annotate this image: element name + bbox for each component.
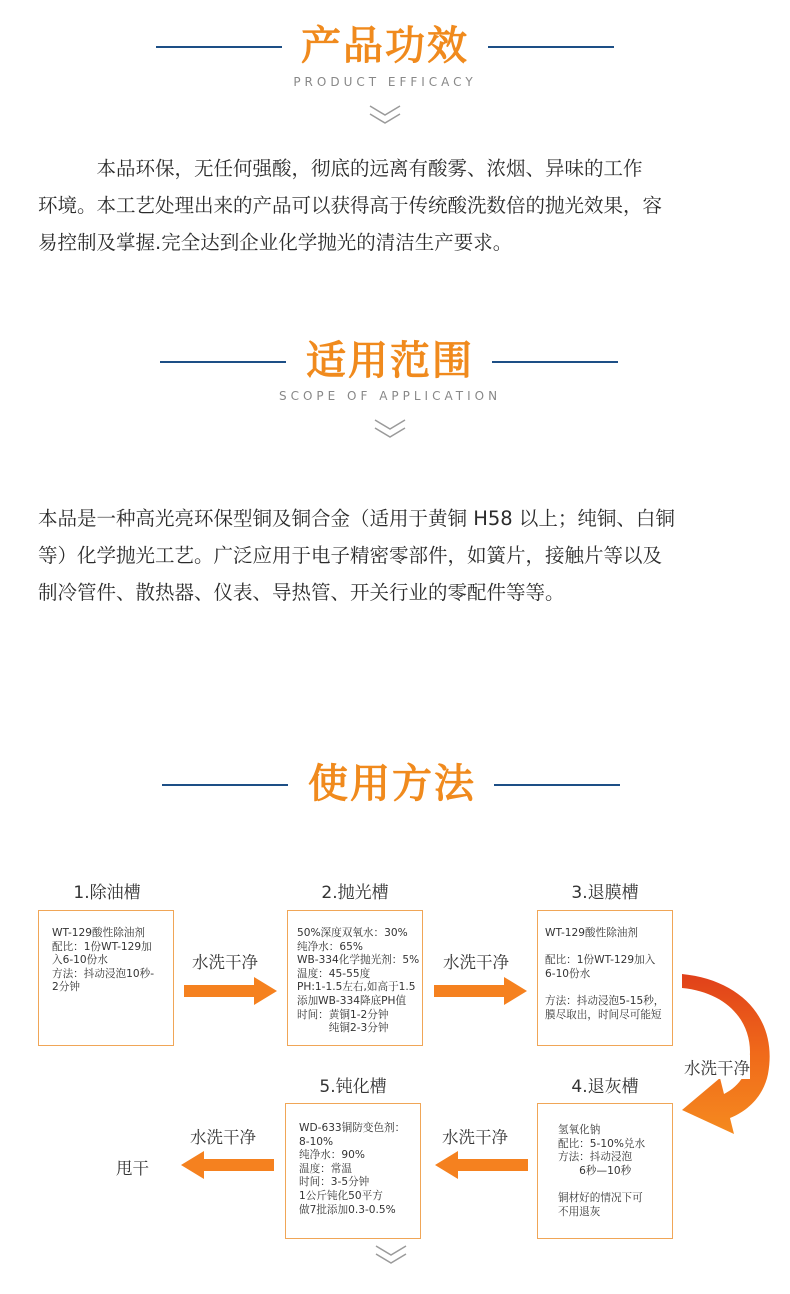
step-4-line: 氢氧化钠: [558, 1124, 601, 1136]
wash-label: 水洗干净: [443, 953, 509, 972]
step-2-line: 温度：45-55度: [297, 967, 371, 980]
step-1-line: 配比：1份WT-129加: [52, 940, 152, 953]
efficacy-subtitle: PRODUCT EFFICACY: [293, 75, 477, 89]
step-2-line: WB-334化学抛光剂：5%: [297, 954, 420, 967]
arrow-right-icon: [434, 976, 528, 1006]
scope-paragraph: [38, 500, 758, 611]
efficacy-title: 产品功效: [301, 23, 469, 69]
usage-rule-right: [494, 784, 620, 786]
step-2-line: 50%深度双氧水：30%: [297, 927, 408, 939]
efficacy-paragraph: [38, 150, 758, 261]
step-2-line: PH:1-1.5左右,如高于1.5: [297, 981, 416, 994]
usage-rule-left: [162, 784, 288, 786]
step-5-line: 1公斤钝化50平方: [299, 1189, 383, 1202]
step-2-label: 2.抛光槽: [321, 883, 389, 903]
step-2-line: 纯净水：65%: [297, 940, 363, 953]
step-5-line: 做7批添加0.3-0.5%: [299, 1203, 396, 1216]
step-1-line: 方法：抖动浸泡10秒-: [52, 967, 155, 980]
step-5-line: WD-633铜防变色剂：: [299, 1122, 406, 1134]
step-1-line: 入6-10份水: [52, 954, 108, 967]
chevron-down-icon: [368, 104, 402, 126]
step-4-line: 6秒—10秒: [558, 1164, 632, 1177]
chevron-down-icon: [374, 1244, 408, 1266]
step-3-line: 膜尽取出，时间尽可能短: [545, 1008, 662, 1021]
efficacy-line: 易控制及掌握.完全达到企业化学抛光的清洁生产要求。: [38, 231, 513, 254]
step-3-line: WT-129酸性除油剂: [545, 927, 638, 939]
step-2-line: 添加WB-334降底PH值: [297, 994, 407, 1007]
step-4-line: 铜材好的情况下可: [558, 1191, 643, 1204]
wash-label: 水洗干净: [684, 1055, 750, 1079]
step-5-line: 8-10%: [299, 1135, 334, 1148]
step-3-line: 6-10份水: [545, 967, 591, 980]
step-1-line: WT-129酸性除油剂: [52, 927, 145, 939]
step-5-line: 时间：3-5分钟: [299, 1176, 370, 1189]
step-1-box: [38, 910, 174, 1046]
usage-title: 使用方法: [308, 761, 476, 807]
wash-label: 水洗干净: [190, 1128, 256, 1147]
step-5-line: 纯净水：90%: [299, 1149, 365, 1162]
step-2-box: [287, 910, 423, 1046]
final-step-label: 甩干: [116, 1159, 149, 1178]
step-4-line: 配比：5-10%兑水: [558, 1137, 646, 1150]
arrow-left-icon: [434, 1150, 528, 1180]
scope-line: 本品是一种高光亮环保型铜及铜合金（适用于黄铜 H58 以上；纯铜、白铜: [38, 507, 675, 530]
step-5-box: [285, 1103, 421, 1239]
arrow-left-icon: [180, 1150, 274, 1180]
step-5-line: 温度：常温: [299, 1162, 352, 1175]
step-3-line: [545, 981, 669, 995]
step-3-line: [545, 941, 669, 955]
scope-rule-right: [492, 361, 618, 363]
scope-line: 等）化学抛光工艺。广泛应用于电子精密零部件，如簧片，接触片等以及: [38, 544, 663, 567]
step-1-label: 1.除油槽: [73, 883, 141, 903]
scope-rule-left: [160, 361, 286, 363]
efficacy-rule-left: [156, 46, 282, 48]
efficacy-rule-right: [488, 46, 614, 48]
step-5-label: 5.钝化槽: [319, 1077, 387, 1097]
efficacy-line: 本品环保，无任何强酸，彻底的远离有酸雾、浓烟、异味的工作: [38, 157, 643, 180]
step-4-line: 方法：抖动浸泡: [558, 1151, 633, 1164]
step-3-line: 配比：1份WT-129加入: [545, 954, 656, 967]
scope-subtitle: SCOPE OF APPLICATION: [278, 389, 502, 403]
step-2-line: 纯铜2-3分钟: [297, 1022, 389, 1035]
chevron-down-icon: [373, 418, 407, 440]
step-4-line: [558, 1178, 662, 1192]
wash-label: 水洗干净: [192, 953, 258, 972]
arrow-right-icon: [184, 976, 278, 1006]
step-3-box: [537, 910, 673, 1046]
wash-label: 水洗干净: [442, 1128, 508, 1147]
step-4-box: [537, 1103, 673, 1239]
efficacy-line: 环境。本工艺处理出来的产品可以获得高于传统酸洗数倍的抛光效果，容: [38, 194, 663, 217]
step-3-line: 方法：抖动浸泡5-15秒，: [545, 994, 665, 1007]
step-3-label: 3.退膜槽: [571, 883, 639, 903]
step-2-line: 时间：黄铜1-2分钟: [297, 1008, 389, 1021]
scope-title: 适用范围: [306, 338, 474, 384]
step-4-label: 4.退灰槽: [571, 1077, 639, 1097]
step-1-line: 2分钟: [52, 981, 80, 994]
step-4-line: 不用退灰: [558, 1205, 601, 1218]
scope-line: 制冷管件、散热器、仪表、导热管、开关行业的零配件等等。: [38, 581, 565, 604]
